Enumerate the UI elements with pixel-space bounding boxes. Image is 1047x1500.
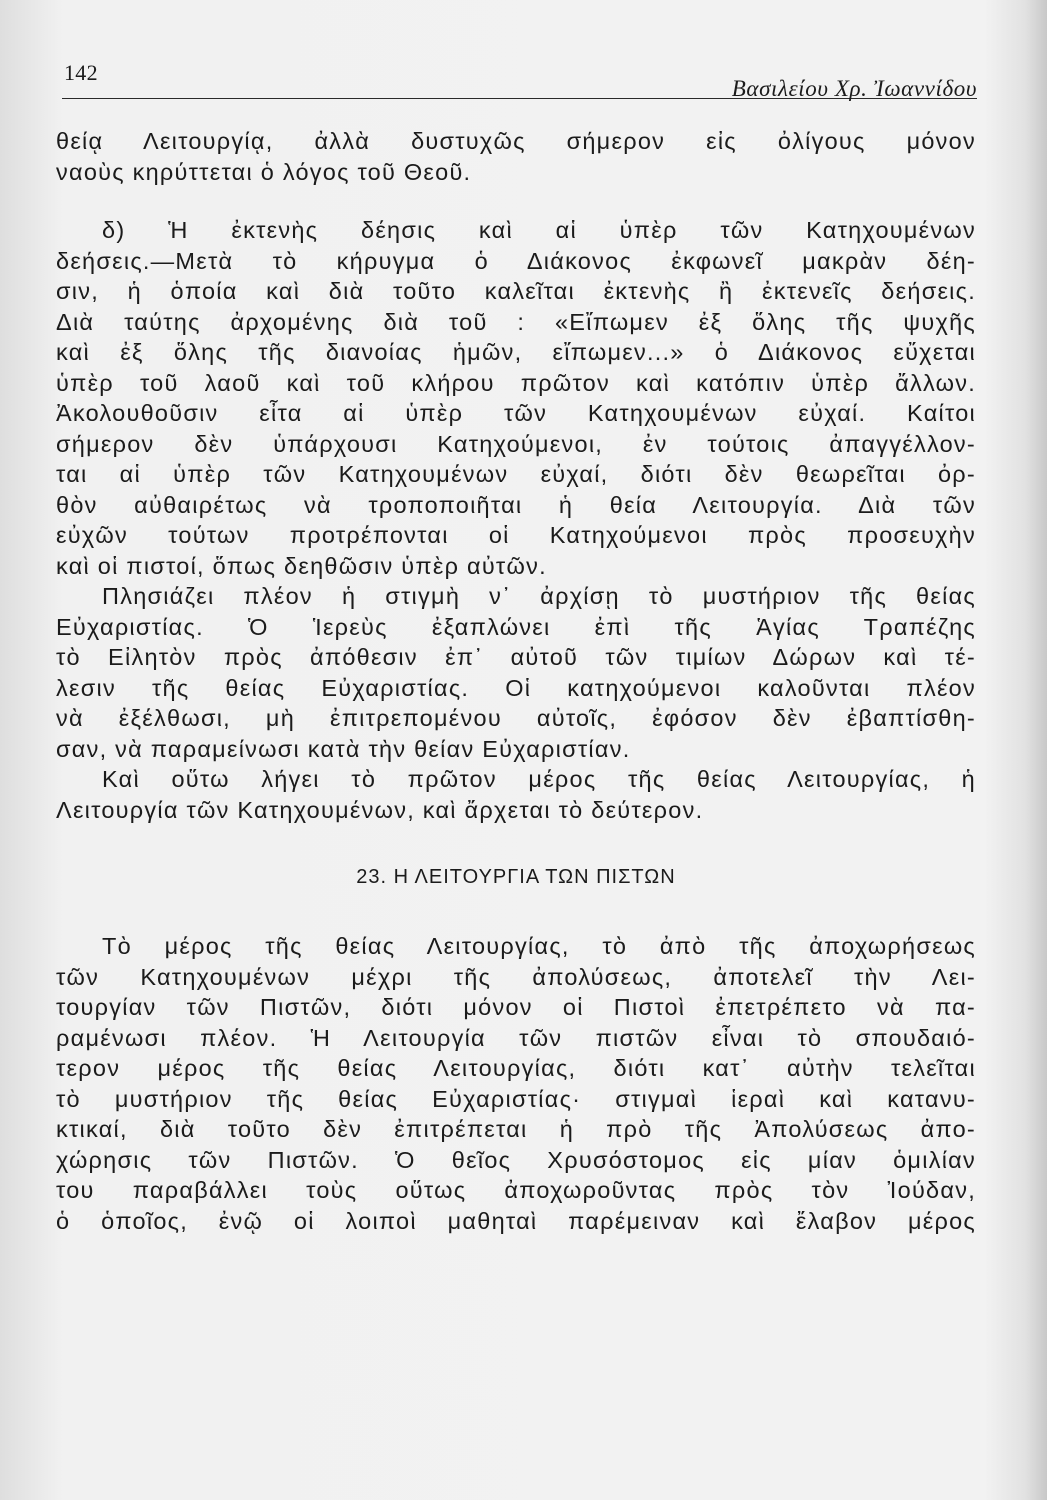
text-line: σήμερον δὲν ὑπάρχουσι Κατηχούμενοι, ἐν τούτοις ἀπαγγέλλον- (56, 430, 976, 457)
text-line: τὸ Εἰλητὸν πρὸς ἀπόθεσιν ἐπ᾿ αὐτοῦ τῶν τιμίων Δώρων καὶ τέ- (56, 644, 976, 670)
text-line: Ἀκολουθοῦσιν εἶτα αἱ ὑπὲρ τῶν Κατηχουμένων εὐχαί. Καίτοι (56, 400, 976, 426)
text-line: θὸν αὐθαιρέτως νὰ τροποποιῆται ἡ θεία Λειτουργία. Διὰ τῶν (56, 491, 976, 518)
text-line: λεσιν τῆς θείας Εὐχαριστίας. Οἱ κατηχούμενοι καλοῦνται πλέον (56, 674, 976, 701)
text-line: δ) Ἡ ἐκτενὴς δέησις καὶ αἱ ὑπὲρ τῶν Κατηχουμένων (102, 217, 976, 243)
paragraph-continuation (56, 126, 976, 187)
text-line: ναοὺς κηρύττεται ὁ λόγος τοῦ Θεοῦ. (56, 158, 472, 185)
text-line: καὶ οἱ πιστοί, ὅπως δεηθῶσιν ὑπὲρ αὐτῶν. (56, 552, 547, 579)
text-line: δεήσεις.—Μετὰ τὸ κήρυγμα ὁ Διάκονος ἐκφωνεῖ μακρὰν δέη- (56, 247, 976, 274)
text-line: ὁ ὁποῖος, ἐνῷ οἱ λοιποὶ μαθηταὶ παρέμειναν καὶ ἔλαβον μέρος (56, 1207, 976, 1234)
running-head: Βασιλείου Χρ. Ἰωαννίδου (731, 76, 977, 101)
paragraph-liturgy-of-faithful (56, 931, 976, 1236)
text-line: Λειτουργία τῶν Κατηχουμένων, καὶ ἄρχεται τὸ δεύτερον. (56, 796, 704, 823)
text-line: χώρησις τῶν Πιστῶν. Ὁ θεῖος Χρυσόστομος εἰς μίαν ὁμιλίαν (56, 1146, 976, 1173)
text-line: σαν, νὰ παραμείνωσι κατὰ τὴν θείαν Εὐχαριστίαν. (56, 735, 631, 762)
text-line: τουργίαν τῶν Πιστῶν, διότι μόνον οἱ Πιστοὶ ἐπετρέπετο νὰ πα- (56, 994, 976, 1020)
text-line: ὑπὲρ τοῦ λαοῦ καὶ τοῦ κλήρου πρῶτον καὶ κατόπιν ὑπὲρ ἄλλων. (56, 369, 976, 396)
text-line: θείᾳ Λειτουργίᾳ, ἀλλὰ δυστυχῶς σήμερον εἰς ὀλίγους μόνον (56, 128, 976, 154)
text-line: Τὸ μέρος τῆς θείας Λειτουργίας, τὸ ἀπὸ τῆς ἀποχωρήσεως (102, 933, 976, 959)
text-line: εὐχῶν τούτων προτρέπονται οἱ Κατηχούμενοι πρὸς προσευχὴν (56, 522, 976, 548)
text-line: του παραβάλλει τοὺς οὕτως ἀποχωροῦντας πρὸς τὸν Ἰούδαν, (56, 1177, 976, 1203)
page-edge-shadow (1025, 0, 1047, 1500)
text-line: τῶν Κατηχουμένων μέχρι τῆς ἀπολύσεως, ἀποτελεῖ τὴν Λει- (56, 963, 976, 990)
text-line: ραμένωσι πλέον. Ἡ Λειτουργία τῶν πιστῶν εἶναι τὸ σπουδαιό- (56, 1024, 976, 1051)
text-line: τὸ μυστήριον τῆς θείας Εὐχαριστίας· στιγμαὶ ἱεραὶ καὶ κατανυ- (56, 1085, 976, 1112)
page-header (62, 52, 977, 99)
section-heading: 23. Η ΛΕΙΤΟΥΡΓΙΑ ΤΩΝ ΠΙΣΤΩΝ (356, 866, 676, 888)
text-line: Πλησιάζει πλέον ἡ στιγμὴ ν᾿ ἀρχίσῃ τὸ μυστήριον τῆς θείας (102, 583, 976, 609)
paragraph-end-of-first-part (56, 764, 976, 825)
text-line: Εὐχαριστίας. Ὁ Ἱερεὺς ἐξαπλώνει ἐπὶ τῆς Ἁγίας Τραπέζης (56, 613, 976, 640)
page-number: 142 (64, 60, 98, 85)
text-line: τερον μέρος τῆς θείας Λειτουργίας, διότι κατ᾿ αὐτὴν τελεῖται (56, 1055, 976, 1081)
text-line: Διὰ ταύτης ἀρχομένης διὰ τοῦ : «Εἴπωμεν ἐξ ὅλης τῆς ψυχῆς (56, 308, 976, 335)
text-line: κτικαί, διὰ τοῦτο δὲν ἐπιτρέπεται ἡ πρὸ τῆς Ἀπολύσεως ἀπο- (56, 1116, 976, 1142)
text-line: καὶ ἐξ ὅλης τῆς διανοίας ἡμῶν, εἴπωμεν...» ὁ Διάκονος εὔχεται (56, 339, 976, 365)
page-body (56, 126, 976, 1236)
text-line: ται αἱ ὑπὲρ τῶν Κατηχουμένων εὐχαί, διότι δὲν θεωρεῖται ὀρ- (56, 461, 976, 487)
text-line: σιν, ἡ ὁποία καὶ διὰ τοῦτο καλεῖται ἐκτενὴς ἢ ἐκτενεῖς δεήσεις. (56, 278, 976, 304)
paragraph-eucharist (56, 581, 976, 764)
paragraph-ektenes-deesis (56, 215, 976, 581)
text-line: Καὶ οὕτω λήγει τὸ πρῶτον μέρος τῆς θείας Λειτουργίας, ἡ (102, 766, 976, 792)
text-line: νὰ ἐξέλθωσι, μὴ ἐπιτρεπομένου αὐτοῖς, ἐφόσον δὲν ἐβαπτίσθη- (56, 705, 976, 731)
